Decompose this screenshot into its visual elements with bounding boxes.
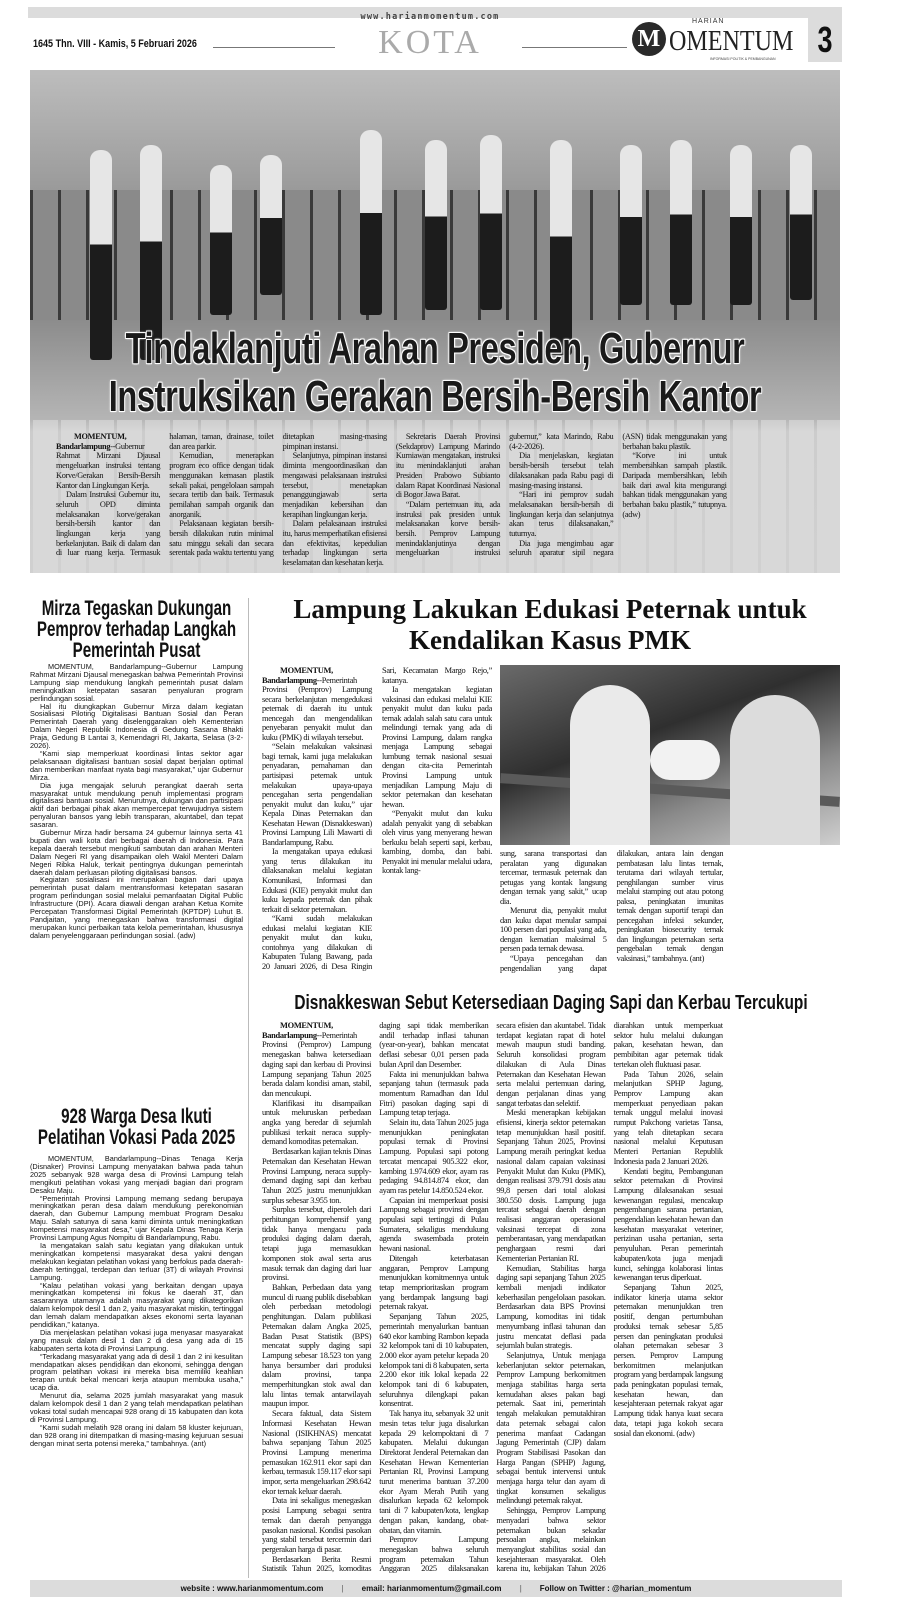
paragraph: Selanjutnya, pimpinan instansi diminta mengoordinasikan dan mengawasi pelaksanaan instruksi tersebut, menetapkan penanggungjawab serta menjadikan kebersihan dan kerapihan lingkungan kerja. [282,451,387,519]
footer-email: email: harianmomentum@gmail.com [361,1584,502,1593]
paragraph: Pada Tahun 2026, selain melanjutkan SPHP Jagung, Pemprov Lampung akan memperkuat penyediaan pakan ternak unggul melalui inovasi rumput Pakchong varietas Tansa, yang telah ditetapkan secara nasional melalui Keputusan Menteri Pertanian Republik Indonesia pada 2 Januari 2026. [613,1069,723,1166]
article-body-daging [262,1021,840,1577]
paragraph: Menurut dia, penyakit mulut dan kuku dapat menular sampai 100 persen dari populasi yang ada, dengan kematian maksimal 5 persen pada ternak dewasa. [500,906,607,954]
paragraph: Kemudian, Stabilitas harga daging sapi sepanjang Tahun 2025 kembali menjadi indikator keberhasilan pengelolaan pasokan. Berdasarkan data BPS Provinsi Lampung, komoditas ini tidak menyumbang inflasi tahunan dan justru mencatat deflasi pada sejumlah bulan strategis. [496,1263,606,1351]
paragraph: Kemudian, menerapkan program eco office dengan tidak menggunakan kemasan plastik sekali pakai, pengelolaan sampah secara tertib dan baik. Termasuk pemilahan sampah organik dan anorganik. [169,451,274,519]
paragraph: MOMENTUM, Bandarlampung--Dinas Tenaga Kerja (Disnaker) Provinsi Lampung menyatakan bahwa pada tahun 2025 sebanyak 928 warga desa di Provinsi Lampung telah mengikuti pelatihan vokasi yang menjadi bagian dari program Desaku Maju. [30,1154,243,1195]
paragraph: Berdasarkan kajian teknis Dinas Peternakan dan Kesehatan Hewan Provinsi Lampung, neraca supply-demand daging sapi dan kerbau Tahun 2025 justru menunjukkan surplus sebesar 3.955 ton. [262,1147,372,1205]
article-body-pmk [262,666,492,984]
paragraph: Gubernur Mirza hadir bersama 24 gubernur lainnya serta 41 bupati dan wali kota dari berbagai daerah di Indonesia. Para kepala daerah tersebut mengikuti sambutan dan arahan Menteri Dalam Negeri RI yang disampaikan oleh Wakil Menteri Dalam Negeri Ribka Haluk, terkait pentingnya dukungan pemerintah daerah dalam perluasan piloting digitalisasi bansos. [30,828,243,877]
article-headline-mirza: Mirza Tegaskan Dukungan Pemprov terhadap Langkah Pemerintah Pusat [36,597,237,662]
pmk-photo [500,665,840,845]
paragraph: “Hari ini pemprov sudah melaksanakan bersih-bersih di lingkungan kerja dan selanjutnya akan terus dilaksanakan,” tuturnya. [509,490,614,539]
paragraph: Sepanjang Tahun 2025, indikator kinerja utama sektor peternakan menunjukkan tren positif, dengan pertumbuhan produksi ternak sebesar 5,85 persen dan peningkatan produksi olahan peternakan sebesar 3 persen. Pemprov Lampung berkomitmen melanjutkan program yang berdampak langsung pada peningkatan populasi ternak, kesehatan hewan, dan kesejahteraan peternak rakyat agar Lampung tidak hanya kuat secara data, tetapi juga kokoh secara sosial dan ekonomi. (adw) [613,1282,723,1438]
section-title: KOTA [378,24,482,61]
paragraph: Dalam pelaksanaan instruksi itu, harus memperhatikan efisiensi dan efektivitas, kepedulian terhadap lingkungan serta keselamatan dan kesehatan kerja. [282,519,387,568]
footer-separator: | [519,1584,522,1593]
logo-tagline: INFORMASI POLITIK & PEMBANGUNAN [710,57,776,61]
paragraph: “Dalam pertemuan itu, ada instruksi pak presiden untuk melaksanakan korve bersih-bersih. Pemprov Lampung menindaklanjutinya dengan mengeluarkan instruksi gubernur,” kata Marindo, Rabu (4-2-2026). [395,432,614,558]
article-body-mirza [30,663,243,940]
edition-date: 1645 Thn. VIII - Kamis, 5 Februari 2026 [33,38,197,50]
paragraph: Berdasarkan Berita Resmi Statistik Tahun 2025, komoditas daging sapi tidak memberikan andil terhadap inflasi tahunan (year-on-year), bahkan mencatat deflasi sebesar 0,01 persen pada bulan April dan Desember. [262,1021,489,1574]
paragraph: MOMENTUM, Bandarlampung--Pemerintah Provinsi (Pemprov) Lampung secara berkelanjutan mengedukasi peternak di daerah itu untuk mencegah dan mengendalikan penyebaran penyakit mulut dan kuku (PMK) di wilayah tersebut. [262,666,372,742]
paragraph: Pemprov Lampung menegaskan bahwa seluruh program peternakan Tahun Anggaran 2025 dilaksanakan secara efisien dan akuntabel. Tidak terdapat kegiatan rapat di hotel mewah maupun studi banding. Seluruh konsolidasi program dilakukan di Aula Dinas Peternakan dan Kesehatan Hewan serta melalui pertemuan daring, dengan perjalanan dinas yang sangat terbatas dan selektif. [379,1021,606,1574]
lead-article-body [56,432,840,572]
paragraph: “Upaya pencegahan dan pengendalian yang dapat dilakukan, antara lain dengan pembatasan lalu lintas ternak, terutama dari wilayah tertular, penghilangan sumber virus melalui stamping out atau potong paksa, peningkatan imunitas ternak dengan suportif terapi dan pencegahan infeksi sekunder, peningkatan biosecurity ternak dan lingkungan peternakan serta pengebalan ternak dengan vaksinasi,” tambahnya. (ant) [500,849,724,973]
paragraph: Dalam Instruksi Gubernur itu, seluruh OPD diminta melaksanakan korve/gerakan bersih-bersih kantor dan lingkungan kerja yang berkelanjutan. Baik di dalam dan di luar ruang kerja. Termasuk halaman, taman, drainase, toilet dan area parkir. [56,432,274,558]
footer-separator: | [341,1584,344,1593]
paragraph: “Kami sudah melakukan edukasi melalui kegiatan KIE penyakit mulut dan kuku, contohnya yang dilakukan di Kabupaten Tulang Bawang, pada 20 Januari 2026, di Desa Ringin Sari, Kecamatan Margo Rejo,” katanya. [262,666,492,971]
dateline: MOMENTUM, Bandarlampung [262,666,333,685]
paragraph: Bahkan, Perbedaan data yang muncul di ruang publik disebabkan oleh perbedaan metodologi penghitungan. Dalam publikasi Peternakan dalam Angka 2025, Badan Pusat Statistik (BPS) mencatat supply daging sapi Lampung sebesar 18.523 ton yang hanya bersumber dari produksi dalam provinsi, tanpa memperhitungkan stok awal dan lalu lintas ternak antarwilayah maupun impor. [262,1282,372,1409]
paragraph: “Terkadang masyarakat yang ada di desil 1 dan 2 ini kesulitan mendapatkan akses pendidikan dan ekonomi, sehingga dengan program pelatihan vokasi ini mereka bisa memiliki keahlian terapan untuk bekal mencari kerja ataupun membuka usaha,” ucap dia. [30,1351,243,1393]
paragraph: Dia menjelaskan pelatihan vokasi juga menyasar masyarakat yang masuk dalam desil 1 dan 2 di desa yang ada di 15 kabupaten serta kota di Provinsi Lampung. [30,1327,243,1353]
paragraph: Menurut dia, selama 2025 jumlah masyarakat yang masuk dalam kelompok desil 1 dan 2 yang telah mendapatkan pelatihan vokasi total sudah mencapai 928 orang di 15 kabupaten dan kota di Provinsi Lampung. [30,1391,243,1424]
website-url: www.harianmomentum.com [360,12,500,22]
paragraph: MOMENTUM, Bandarlampung--Gubernur Lampung Rahmat Mirzani Djausal menegaskan bahwa Pemerintah Provinsi Lampung siap mendukung langkah pemerintah pusat dalam meningkatkan ketepatan sasaran penyaluran program perlindungan sosial. [30,662,243,703]
paragraph: Sepanjang Tahun 2025, pemerintah menyalurkan bantuan 640 ekor kambing Rambon kepada 32 kelompok tani di 10 kabupaten, 2.000 ekor ayam petelur kepada 20 kelompok tani di 8 kabupaten, serta 2.200 ekor itik lokal kepada 22 kelompok tani di 6 kabupaten, seluruhnya dilengkapi pakan konsentrat. [379,1312,489,1409]
lead-headline: Tindaklanjuti Arahan Presiden, Gubernur Instruksikan Gerakan Bersih-Bersih Kantor [108,324,762,421]
paragraph: Selanjutnya, Untuk menjaga keberlanjutan sektor peternakan, Pemprov Lampung berkomitmen menjaga stabilitas harga serta kemudahan akses pakan bagi peternak. Saat ini, pemerintah tengah melakukan pemutakhiran data peternak sebagai calon penerima manfaat Cadangan Jagung Pemerintah (CJP) dalam Program Stabilisasi Pasokan dan Harga Pangan (SPHP) Jagung, sebagai bentuk intervensi untuk menjaga harga telur dan ayam di tingkat konsumen sekaligus melindungi peternak rakyat. [496,1350,606,1506]
paragraph: Dia menjelaskan, kegiatan bersih-bersih tersebut telah dilaksanakan pada Rabu pagi di masing-masing instansi. [509,451,614,490]
page-number: 3 [808,18,842,62]
paragraph: Selain itu, data Tahun 2025 juga menunjukkan peningkatan populasi ternak di Provinsi Lampung. Populasi sapi potong tercatat mencapai 905.322 ekor, kambing 1.974.609 ekor, ayam ras pedaging 94.814.874 ekor, dan ayam ras petelur 14.850.524 ekor. [379,1118,489,1195]
paragraph: Dia juga mengajak seluruh perangkat daerah serta masyarakat untuk mendukung penuh implementasi program digitalisasi bantuan sosial. Menurutnya, dukungan dan partisipasi aktif dari berbagai pihak akan mempercepat terwujudnya sistem penyaluran bansos yang lebih transparan, akuntabel, dan tepat sasaran. [30,780,243,830]
newspaper-logo [632,18,808,62]
paragraph: “Selain melakukan vaksinasi bagi ternak, kami juga melakukan penyadaran, pemahaman dan partisipasi peternak untuk melakukan upaya-upaya pencegahan serta pengendalian penyakit mulut dan kuku,” ujar Kepala Dinas Peternakan dan Kesehatan Hewan (Disnakkeswan) Provinsi Lampung Lili Mawarti di Bandarlampung, Rabu. [262,742,372,847]
paragraph: “Kami sudah melatih 928 orang ini dalam 58 kluster kejuruan, dan 928 orang ini ditempatkan di masing-masing kejuruan sesuai dengan minat serta potensi mereka,” tambahnya. (ant) [30,1422,243,1448]
paragraph: Fakta ini menunjukkan bahwa sepanjang tahun (termasuk pada momentum Ramadhan dan Idul Fitri) pasokan daging sapi di Lampung tetap terjaga. [379,1069,489,1118]
paragraph: Dia juga mengimbau agar seluruh aparatur sipil negara (ASN) tidak menggunakan yang berbahan baku plastik. [509,432,727,558]
paragraph: MOMENTUM, Bandarlampung--Gubernur Rahmat Mirzani Djausal mengeluarkan instruksi tentang Korve/Gerakan Bersih-Bersih Kantor dan Lingkungan Kerja. [56,432,161,490]
paragraph: Klarifikasi itu disampaikan untuk meluruskan perbedaan angka yang beredar di sejumlah publikasi terkait neraca supply-demand komoditas peternakan. [262,1098,372,1147]
paragraph: Kendati begitu, Pembangunan sektor peternakan di Provinsi Lampung dilaksanakan sesuai kewenangan regulasi, mencakup pengembangan sarana pertanian, pengendalian kesehatan hewan dan kesehatan masyarakat veteriner, perizinan usaha pertanian, serta penyuluhan. Peran pemerintah kabupaten/kota juga menjadi kunci, sehingga kolaborasi lintas kewenangan terus diperkuat. [613,1166,723,1283]
article-headline-pmk: Lampung Lakukan Edukasi Peternak untuk Kendalikan Kasus PMK [293,594,807,655]
article-headline-daging: Disnakkeswan Sebut Ketersediaan Daging Sapi dan Kerbau Tercukupi [294,992,808,1014]
paragraph: Ia mengatakan salah satu kegiatan yang dilakukan untuk meningkatkan kompetensi masyarakat desa yakni dengan melakukan kegiatan pelatihan vokasi yang berfokus pada daerah-daerah tertinggal, terdepan dan terluar (3T) di wilayah Provinsi Lampung. [30,1240,243,1282]
footer-website: website : www.harianmomentum.com [180,1584,324,1593]
article-body-vokasi [30,1155,243,1448]
paragraph: Ia mengatakan kegiatan vaksinasi dan edukasi melalui KIE penyakit mulut dan kuku pada ternak adalah salah satu cara untuk melindungi ternak yang ada di Provinsi Lampung, dalam rangka menjaga Lampung sebagai lumbung ternak nasional sesuai dengan cita-cita Pemerintah Provinsi Lampung untuk menjadikan Lampung Maju di sektor peternakan dan kesehatan hewan. [382,685,492,809]
paragraph: Secara faktual, data Sistem Informasi Kesehatan Hewan Nasional (ISIKHNAS) mencatat bahwa sepanjang Tahun 2025 Provinsi Lampung menerima pemasukan 162.911 ekor sapi dan kerbau, termasuk 159.117 ekor sapi impor, serta mengeluarkan 298.642 ekor ternak keluar daerah. [262,1409,372,1496]
footer [30,1580,842,1597]
paragraph: MOMENTUM, Bandarlampung--Pemerintah Provinsi (Pemprov) Lampung menegaskan bahwa ketersediaan daging sapi dan kerbau di Provinsi Lampung sepanjang Tahun 2025 berada dalam kondisi aman, stabil, dan mencukupi. [262,1021,372,1098]
paragraph: Sehingga, Pemprov Lampung menyadari bahwa sektor peternakan bukan sekadar persoalan angka, melainkan menyangkut stabilitas sosial dan kesejahteraan masyarakat. Oleh karena itu, kebijakan Tahun 2026 diarahkan untuk memperkuat sektor hulu melalui dukungan pakan, kesehatan hewan, dan pembibitan agar peternak tidak tertekan oleh fluktuasi pasar. [496,1021,723,1574]
paragraph: “Korve ini untuk membersihkan sampah plastik. Daripada membersihkan, lebih baik dari awal kita mengurangi bahkan tidak menggunakan yang berbahan baku plastik,” tutupnya. (adw) [622,451,727,519]
paragraph: Data ini sekaligus menegaskan posisi Lampung sebagai sentra ternak dan daerah penyangga pasokan nasional. Kondisi pasokan yang stabil tersebut tercermin dari pergerakan harga di pasar. [262,1496,372,1554]
paragraph: “Pemerintah Provinsi Lampung memang sedang berupaya meningkatkan peran desa dalam mendukung perekonomian daerah, dan Gubernur Lampung membuat Program Desaku Maju. Salah satunya di sana kami diminta untuk meningkatkan kompetensi masyarakat desa,” ujar Kepala Dinas Tenaga Kerja Provinsi Lampung Agus Nompitu di Bandarlampung, Rabu. [30,1193,243,1243]
footer-twitter: Follow on Twitter : @harian_momentum [539,1584,692,1593]
dateline: MOMENTUM, Bandarlampung [56,432,127,451]
paragraph: Pelaksanaan kegiatan bersih-bersih dilakukan rutin minimal satu minggu sekali dan secara serentak pada waktu tertentu yang ditetapkan masing-masing pimpinan instansi. [169,432,387,558]
paragraph: “Kami siap memperkuat koordinasi lintas sektor agar pelaksanaan digitalisasi bantuan sosial dapat berjalan optimal dan memberikan manfaat nyata bagi masyarakat,” ujar Gubernur Mirza. [30,748,243,782]
paragraph: Surplus tersebut, diperoleh dari perhitungan komprehensif yang tidak hanya mengacu pada produksi daging dalam daerah, tetapi juga memasukkan komponen stok awal serta arus masuk ternak dan daging dari luar provinsi. [262,1205,372,1283]
paragraph: Ditengah keterbatasan anggaran, Pemprov Lampung menunjukkan komitmennya untuk tetap memprioritaskan program yang berdampak langsung bagi peternak rakyat. [379,1253,489,1312]
paragraph: sung, sarana transportasi dan peralatan yang digunakan tercemar, termasuk peternak dan petugas yang kontak langsung dengan ternak yang sakit,” ucap dia. [500,849,607,906]
paragraph: Kegiatan sosialisasi ini merupakan bagian dari upaya pemerintah pusat dalam mentransformasi ketepatan sasaran program perlindungan sosial melalui pemanfaatan Digital Public Infrastructure (DPI). Acara diawali dengan arahan Ketua Komite Percepatan Transformasi Digital Pemerintah (KPTDP) Luhut B. Pandjaitan, yang menegaskan bahwa transformasi digital merupakan kunci perbaikan tata kelola pemerintahan, khususnya dalam penyelenggaraan perlindungan sosial. (adw) [30,875,243,940]
paragraph: Sekretaris Daerah Provinsi (Sekdaprov) Lampung Marindo Kurniawan mengatakan, instruksi itu menindaklanjuti arahan Presiden Prabowo Subianto dalam Rapat Koordinasi Nasional di Bogor Jawa Barat. [395,432,501,500]
divider [213,47,335,48]
article-headline-vokasi: 928 Warga Desa Ikuti Pelatihan Vokasi Pada 2025 [37,1105,236,1149]
paragraph: Meski menerapkan kebijakan efisiensi, kinerja sektor peternakan tetap menunjukkan hasil positif. Sepanjang Tahun 2025, Provinsi Lampung meraih peringkat kedua nasional dalam capaian vaksinasi Penyakit Mulut dan Kuku (PMK), dengan realisasi 379.791 dosis atau 99,8 persen dari total alokasi 380.550 dosis. Lampung juga tercatat sebagai daerah dengan realisasi anggaran operasional vaksinasi tercepat di zona pemberantasan, yang mendapatkan penghargaan resmi dari Kementerian Pertanian RI. [496,1108,606,1263]
dateline: MOMENTUM, Bandarlampung [262,1021,333,1040]
paragraph: “Penyakit mulut dan kuku adalah penyakit yang di sebabkan oleh virus yang menyerang hewan berkuku belah seperti sapi, kerbau, kambing, domba, dan babi. Penyakit ini menular melalui udara, kontak lang- [382,809,492,876]
logo-mark: M [632,22,666,56]
paragraph: “Kalau pelatihan vokasi yang berkaitan dengan upaya meningkatkan kompetensi ini fokus ke daerah 3T, dan sasarannya utamanya adalah masyarakat yang dikategorikan dalam kelompok desil 1 dan 2, yaitu masyarakat miskin, tertinggal dan lemah dalam mendapatkan akses ekonomi serta layanan pendidikan,” katanya. [30,1280,243,1330]
logo-word: OMENTUM [669,26,794,57]
divider [522,47,627,48]
paragraph: Capaian ini memperkuat posisi Lampung sebagai provinsi dengan populasi sapi tertinggi di Pulau Sumatera, sekaligus mendukung agenda swasembada protein hewani nasional. [379,1195,489,1254]
paragraph: Ia mengatakan upaya edukasi yang terus dilakukan itu dilaksanakan melalui kegiatan Komunikasi, Informasi dan Edukasi (KIE) penyakit mulut dan kuku kepada peternak dan pihak terkait di sektor peternakan. [262,847,372,914]
logo-small-text: HARIAN [692,18,725,25]
paragraph: Tak hanya itu, sebanyak 32 unit mesin tetas telur juga disalurkan kepada 29 kelompoktani di 7 kabupaten. Melalui dukungan Direktorat Jenderal Peternakan dan Kesehatan Hewan Kementerian Pertanian RI, Provinsi Lampung turut menerima bantuan 37.200 ekor Ayam Merah Putih yang disalurkan kepada 62 kelompok tani di 7 kabupaten/kota, lengkap dengan pakan, kandang, obat-obatan, dan vitamin. [379,1409,489,1535]
article-body-pmk-continued [500,849,840,981]
column-divider [248,598,249,1578]
paragraph: Hal itu diungkapkan Gubernur Mirza dalam kegiatan Sosialisasi Piloting Digitalisasi Bantuan Sosial dan Peran Pemerintah Daerah yang diselenggarakan oleh Kementerian Dalam Negeri Republik Indonesia di Gedung Sasana Bhakti Praja, Gedung B Lantai 3, Kemendagri RI, Jakarta, Selasa (3-2-2026). [30,701,243,751]
